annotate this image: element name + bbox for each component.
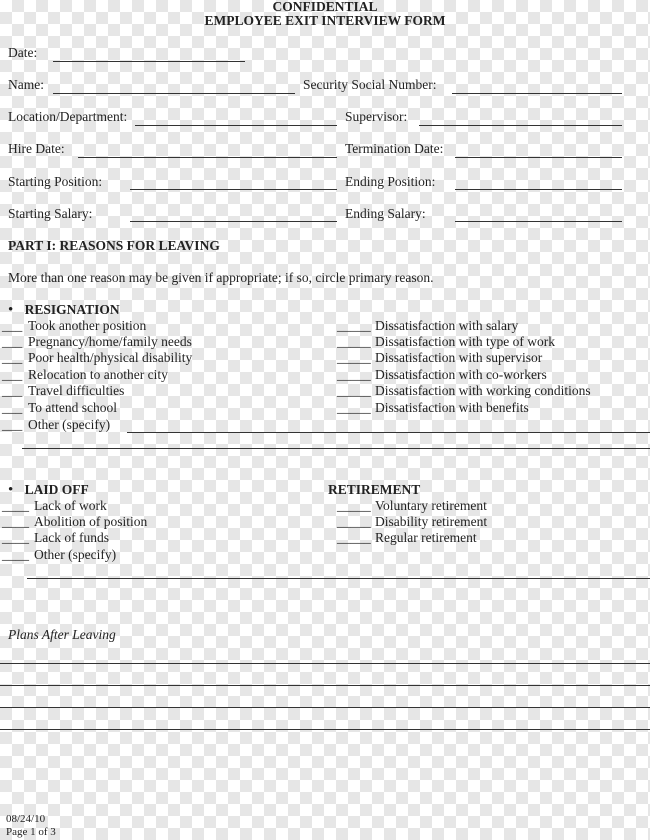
laid-off-heading (8, 482, 89, 498)
checkbox-blank[interactable]: _____ (337, 367, 371, 382)
list-item-label: Disability retirement (375, 514, 488, 529)
starting-position-field[interactable] (130, 189, 337, 190)
date-field[interactable] (53, 61, 245, 62)
list-item-label: Dissatisfaction with supervisor (375, 350, 543, 365)
laid-off-heading-label: LAID OFF (24, 482, 89, 497)
checkbox-blank[interactable]: _____ (337, 498, 371, 513)
list-item (2, 530, 109, 546)
resignation-heading-label: RESIGNATION (24, 302, 120, 317)
list-item-label: Pregnancy/home/family needs (28, 334, 192, 349)
ssn-label: Security Social Number: (303, 77, 437, 92)
other-specify-field-continued[interactable] (22, 448, 650, 449)
name-label: Name: (8, 77, 44, 92)
list-item (337, 383, 591, 399)
list-item (337, 514, 487, 530)
checkbox-blank[interactable]: _____ (337, 318, 371, 333)
list-item (337, 318, 518, 334)
checkbox-blank[interactable]: ____ (2, 498, 29, 513)
bullet-icon: • (8, 482, 14, 498)
ending-salary-label: Ending Salary: (345, 206, 426, 221)
checkbox-blank[interactable]: ___ (2, 350, 23, 365)
confidential-label: CONFIDENTIAL (272, 0, 378, 14)
list-item (2, 350, 192, 366)
ending-position-field[interactable] (455, 189, 622, 190)
list-item (2, 334, 192, 350)
plans-line[interactable] (0, 707, 650, 708)
ending-salary-field[interactable] (455, 221, 622, 222)
checkbox-blank[interactable]: _____ (337, 530, 371, 545)
list-item-label: Dissatisfaction with type of work (375, 334, 555, 349)
list-item (337, 498, 487, 514)
checkbox-blank[interactable]: ____ (2, 514, 29, 529)
checkbox-blank[interactable]: _____ (337, 514, 371, 529)
supervisor-label: Supervisor: (345, 109, 408, 124)
list-item (2, 400, 117, 416)
hire-date-field[interactable] (78, 157, 337, 158)
list-item (2, 547, 116, 563)
footer-page-number: Page 1 of 3 (6, 826, 56, 838)
starting-position-label: Starting Position: (8, 174, 103, 189)
bullet-icon: • (8, 302, 14, 318)
plans-label: Plans After Leaving (8, 627, 116, 642)
supervisor-field[interactable] (419, 125, 622, 126)
list-item (337, 400, 529, 416)
list-item (337, 367, 547, 383)
list-item (2, 498, 107, 514)
laid-off-other-field[interactable] (27, 578, 650, 579)
list-item-label: Other (specify) (28, 417, 111, 432)
resignation-heading (8, 302, 120, 318)
checkbox-blank[interactable]: _____ (337, 383, 371, 398)
checkbox-blank[interactable]: ____ (2, 547, 29, 562)
checkbox-blank[interactable]: ___ (2, 383, 23, 398)
list-item (2, 514, 147, 530)
checkbox-blank[interactable]: ___ (2, 334, 23, 349)
checkbox-blank[interactable]: _____ (337, 334, 371, 349)
checkbox-blank[interactable]: ___ (2, 318, 23, 333)
termination-date-field[interactable] (455, 157, 622, 158)
ending-position-label: Ending Position: (345, 174, 436, 189)
list-item (2, 383, 124, 399)
list-item-label: Lack of funds (34, 530, 109, 545)
list-item-label: Travel difficulties (28, 383, 125, 398)
checkbox-blank[interactable]: _____ (337, 350, 371, 365)
footer-date: 08/24/10 (6, 813, 46, 825)
checkbox-blank[interactable]: _____ (337, 400, 371, 415)
other-specify-field[interactable] (127, 432, 650, 433)
name-field[interactable] (53, 93, 295, 94)
plans-line[interactable] (0, 685, 650, 686)
location-label: Location/Department: (8, 109, 128, 124)
list-item-label: Lack of work (34, 498, 107, 513)
list-item (337, 350, 542, 366)
termination-date-label: Termination Date: (345, 141, 444, 156)
list-item (2, 367, 168, 383)
ssn-field[interactable] (452, 93, 622, 94)
retirement-heading: RETIREMENT (328, 482, 421, 497)
hire-date-label: Hire Date: (8, 141, 65, 156)
part1-title: PART I: REASONS FOR LEAVING (8, 238, 220, 253)
list-item-label: Regular retirement (375, 530, 477, 545)
plans-line[interactable] (0, 663, 650, 664)
list-item-label: Other (specify) (34, 547, 117, 562)
list-item-label: Dissatisfaction with salary (375, 318, 519, 333)
list-item-label: Voluntary retirement (375, 498, 487, 513)
checkbox-blank[interactable]: ____ (2, 530, 29, 545)
checkbox-blank[interactable]: ___ (2, 417, 23, 432)
list-item-label: Relocation to another city (28, 367, 168, 382)
list-item (2, 417, 110, 433)
list-item-label: Dissatisfaction with co-workers (375, 367, 547, 382)
date-label: Date: (8, 45, 38, 60)
list-item-label: Dissatisfaction with working conditions (375, 383, 591, 398)
checkbox-blank[interactable]: ___ (2, 400, 23, 415)
list-item (2, 318, 146, 334)
starting-salary-label: Starting Salary: (8, 206, 93, 221)
location-field[interactable] (135, 125, 337, 126)
list-item-label: Dissatisfaction with benefits (375, 400, 529, 415)
part1-instruction: More than one reason may be given if appropriate; if so, circle primary reason. (8, 270, 434, 285)
form-title: EMPLOYEE EXIT INTERVIEW FORM (204, 13, 446, 28)
list-item (337, 334, 555, 350)
list-item-label: Poor health/physical disability (28, 350, 193, 365)
list-item-label: Abolition of position (34, 514, 148, 529)
list-item-label: Took another position (28, 318, 147, 333)
checkbox-blank[interactable]: ___ (2, 367, 23, 382)
list-item-label: To attend school (28, 400, 118, 415)
starting-salary-field[interactable] (130, 221, 337, 222)
plans-line[interactable] (0, 729, 650, 730)
list-item (337, 530, 477, 546)
